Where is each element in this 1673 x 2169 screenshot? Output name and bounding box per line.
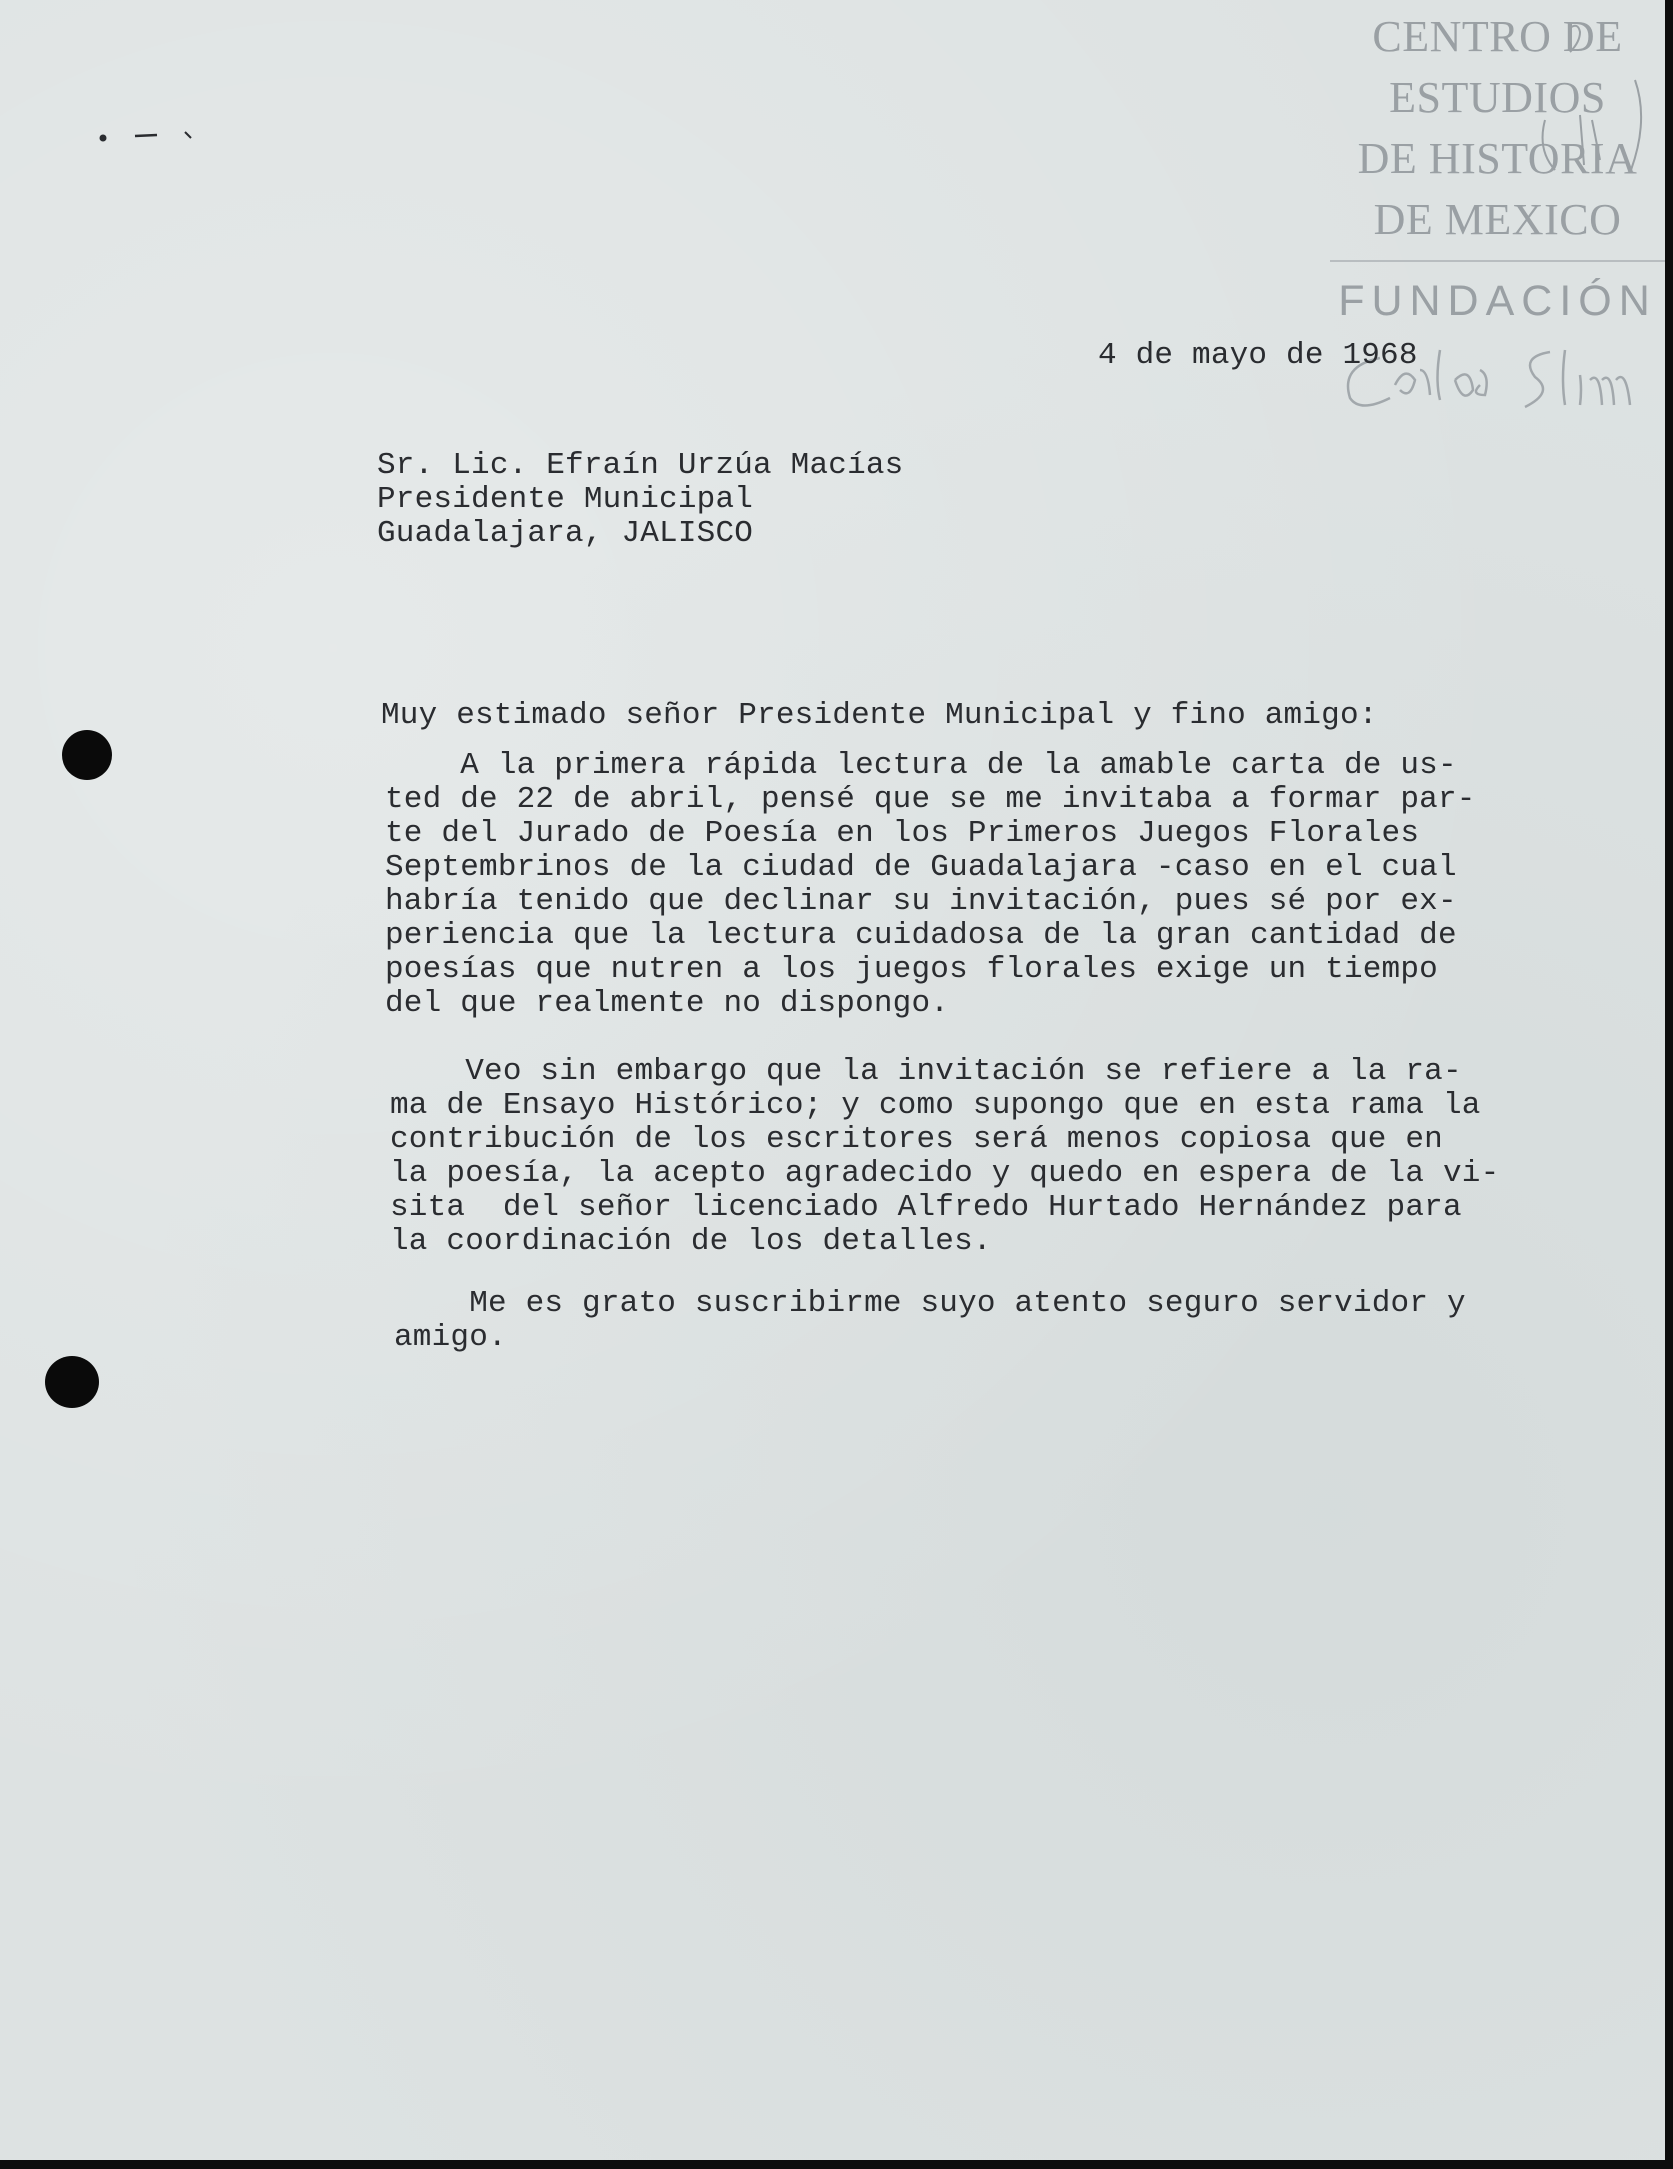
stamp-line: CENTRO DE: [1372, 12, 1623, 61]
body-line: contribución de los escritores será menos copiosa que en: [390, 1122, 1443, 1157]
binder-hole: [62, 730, 112, 780]
archive-pencil-number: [1540, 20, 1660, 180]
body-line: periencia que la lectura cuidadosa de la gran cantidad de: [385, 918, 1457, 953]
body-line: Veo sin embargo que la invitación se refiere a la ra-: [390, 1054, 1462, 1089]
body-line: amigo.: [394, 1320, 507, 1355]
binder-hole: [45, 1356, 99, 1408]
recipient-line: Guadalajara, JALISCO: [377, 516, 754, 551]
recipient-line: Sr. Lic. Efraín Urzúa Macías: [377, 448, 904, 483]
recipient-line: Presidente Municipal: [377, 482, 754, 517]
body-line: Septembrinos de la ciudad de Guadalajara -caso en el cual: [385, 850, 1457, 885]
stamp-line: DE MEXICO: [1373, 195, 1622, 244]
body-line: la coordinación de los detalles.: [390, 1224, 992, 1259]
stamp-line: ESTUDIOS: [1389, 73, 1606, 122]
body-line: la poesía, la acepto agradecido y quedo en espera de la vi-: [390, 1156, 1500, 1191]
stamp-line: DE HISTORIA: [1357, 134, 1638, 183]
body-line: A la primera rápida lectura de la amable carta de us-: [385, 748, 1457, 783]
body-line: Me es grato suscribirme suyo atento seguro servidor y: [394, 1286, 1466, 1321]
body-line: te del Jurado de Poesía en los Primeros Juegos Florales: [385, 816, 1420, 851]
body-line: poesías que nutren a los juegos florales exige un tiempo: [385, 952, 1438, 987]
body-line: ted de 22 de abril, pensé que se me invitaba a formar par-: [385, 782, 1476, 817]
body-line: ma de Ensayo Histórico; y como supongo que en esta rama la: [390, 1088, 1481, 1123]
stamp-divider: [1330, 260, 1665, 262]
stamp-foundation: FUNDACIÓN: [1338, 277, 1657, 325]
body-line: del que realmente no dispongo.: [385, 986, 950, 1021]
body-line: habría tenido que declinar su invitación, pues sé por ex-: [385, 884, 1457, 919]
stray-marks: [95, 126, 205, 156]
body-line: sita del señor licenciado Alfredo Hurtado Hernández para: [390, 1190, 1462, 1225]
letter-date: 4 de mayo de 1968: [1098, 338, 1418, 373]
salutation: Muy estimado señor Presidente Municipal y fino amigo:: [381, 698, 1378, 733]
